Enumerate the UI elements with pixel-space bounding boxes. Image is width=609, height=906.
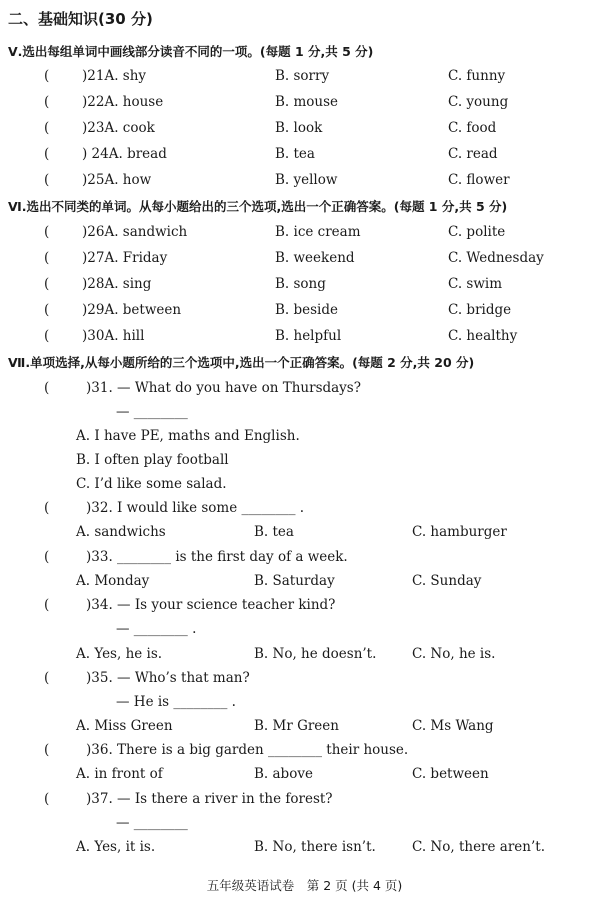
question-24 [0, 146, 609, 166]
question-stem: )33. ________ is the first day of a week. [86, 549, 348, 565]
answer-paren[interactable]: ( [44, 276, 50, 292]
options-33 [0, 573, 609, 593]
question-stem: )37. — Is there a river in the forest? [86, 791, 333, 807]
option-c: C. young [448, 94, 509, 110]
answer-paren[interactable]: ( [44, 224, 50, 240]
option-b: B. helpful [275, 328, 342, 344]
option-b: B. Mr Green [254, 718, 339, 734]
answer-paren[interactable]: ( [44, 791, 50, 807]
answer-paren[interactable]: ( [44, 670, 50, 686]
section-vi-title: Ⅵ.选出不同类的单词。从每小题给出的三个选项,选出一个正确答案。(每题 1 分,共 5 分) [8, 199, 508, 214]
options-36 [0, 766, 609, 786]
option-b: B. No, there isn’t. [254, 839, 376, 855]
reply-blank: — ________ [116, 815, 188, 831]
question-22 [0, 94, 609, 114]
option-c: C. bridge [448, 302, 512, 318]
question-27 [0, 250, 609, 270]
question-21 [0, 68, 609, 88]
options-32 [0, 524, 609, 544]
answer-paren[interactable]: ( [44, 94, 50, 110]
option-a: A. Yes, it is. [76, 839, 156, 855]
option-a: )22A. house [82, 94, 164, 110]
option-b: B. look [275, 120, 323, 136]
option-c: C. swim [448, 276, 503, 292]
option-a: A. Miss Green [76, 718, 173, 734]
option-a: A. I have PE, maths and English. [76, 428, 300, 444]
reply-blank: — He is ________ . [116, 694, 236, 710]
answer-paren[interactable]: ( [44, 549, 50, 565]
option-c: C. polite [448, 224, 506, 240]
option-c: C. No, he is. [412, 646, 496, 662]
question-29 [0, 302, 609, 322]
option-a: )25A. how [82, 172, 152, 188]
option-c: C. Ms Wang [412, 718, 494, 734]
option-a: )28A. sing [82, 276, 152, 292]
option-c: C. Wednesday [448, 250, 544, 266]
option-a: A. sandwichs [76, 524, 166, 540]
page-footer: 五年级英语试卷 第 2 页 (共 4 页) [206, 878, 403, 893]
question-26 [0, 224, 609, 244]
option-b: B. tea [275, 146, 315, 162]
answer-paren[interactable]: ( [44, 250, 50, 266]
option-b: B. sorry [275, 68, 330, 84]
answer-paren[interactable]: ( [44, 68, 50, 84]
option-b: B. song [275, 276, 326, 292]
options-35 [0, 718, 609, 738]
option-c: C. between [412, 766, 489, 782]
question-stem: )35. — Who’s that man? [86, 670, 250, 686]
answer-paren[interactable]: ( [44, 597, 50, 613]
option-c: C. flower [448, 172, 510, 188]
answer-paren[interactable]: ( [44, 120, 50, 136]
question-stem: )34. — Is your science teacher kind? [86, 597, 336, 613]
option-a: ) 24A. bread [82, 146, 167, 162]
options-34 [0, 646, 609, 666]
reply-blank: — ________ [116, 404, 188, 420]
answer-paren[interactable]: ( [44, 172, 50, 188]
option-a: )29A. between [82, 302, 182, 318]
option-b: B. I often play football [76, 452, 229, 468]
option-c: C. healthy [448, 328, 518, 344]
answer-paren[interactable]: ( [44, 742, 50, 758]
option-a: )27A. Friday [82, 250, 168, 266]
option-b: B. ice cream [275, 224, 361, 240]
option-b: B. tea [254, 524, 294, 540]
option-a: A. in front of [76, 766, 163, 782]
option-c: C. food [448, 120, 497, 136]
option-b: B. above [254, 766, 313, 782]
answer-paren[interactable]: ( [44, 302, 50, 318]
option-b: B. beside [275, 302, 339, 318]
answer-paren[interactable]: ( [44, 146, 50, 162]
question-stem: )36. There is a big garden ________ their house. [86, 742, 409, 758]
section-vii-title: Ⅶ.单项选择,从每小题所给的三个选项中,选出一个正确答案。(每题 2 分,共 20 分) [8, 355, 475, 370]
option-c: C. hamburger [412, 524, 507, 540]
option-b: B. weekend [275, 250, 355, 266]
option-c: C. Sunday [412, 573, 482, 589]
option-b: B. mouse [275, 94, 339, 110]
question-25 [0, 172, 609, 192]
option-a: )21A. shy [82, 68, 147, 84]
option-c: C. funny [448, 68, 506, 84]
option-a: )30A. hill [82, 328, 145, 344]
option-b: B. Saturday [254, 573, 335, 589]
option-b: B. yellow [275, 172, 338, 188]
option-a: )23A. cook [82, 120, 155, 136]
section-v-title: Ⅴ.选出每组单词中画线部分读音不同的一项。(每题 1 分,共 5 分) [8, 44, 374, 59]
option-c: C. No, there aren’t. [412, 839, 545, 855]
option-c: C. read [448, 146, 498, 162]
answer-paren[interactable]: ( [44, 380, 50, 396]
answer-paren[interactable]: ( [44, 328, 50, 344]
option-a: A. Monday [76, 573, 150, 589]
option-b: B. No, he doesn’t. [254, 646, 377, 662]
section-heading: 二、基础知识(30 分) [8, 10, 153, 28]
question-23 [0, 120, 609, 140]
option-a: )26A. sandwich [82, 224, 188, 240]
question-30 [0, 328, 609, 348]
options-37 [0, 839, 609, 859]
question-stem: )31. — What do you have on Thursdays? [86, 380, 361, 396]
answer-paren[interactable]: ( [44, 500, 50, 516]
option-c: C. I’d like some salad. [76, 476, 227, 492]
question-stem: )32. I would like some ________ . [86, 500, 305, 516]
question-28 [0, 276, 609, 296]
reply-blank: — ________ . [116, 621, 197, 637]
option-a: A. Yes, he is. [76, 646, 163, 662]
